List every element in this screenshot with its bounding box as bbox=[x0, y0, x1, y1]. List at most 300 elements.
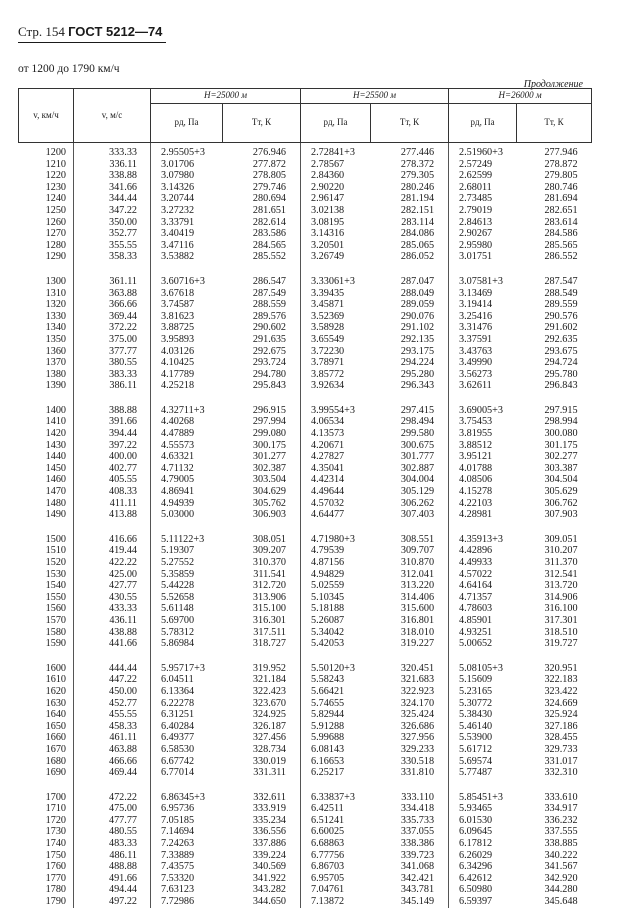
col-header-altitude-2: Н=25500 м bbox=[301, 89, 449, 104]
cell-pressure-h2: 3.20501 bbox=[311, 239, 345, 251]
cell-pressure-h2: 3.52369 bbox=[311, 310, 345, 322]
cell-temp-h2: 326.686 bbox=[371, 721, 449, 733]
cell-temp-h3: 291.602 bbox=[544, 322, 578, 334]
cell-speed-ms: 475.00 bbox=[74, 803, 151, 815]
cell-speed-kmh: 1490 bbox=[19, 509, 74, 521]
spacer-cell bbox=[371, 521, 449, 534]
cell-temp-h1: 302.387 bbox=[223, 463, 301, 475]
cell-temp-h3: 319.727 bbox=[544, 638, 578, 650]
cell-speed-kmh: 1480 bbox=[19, 498, 74, 510]
cell-pressure-h3: 6.59397 bbox=[459, 896, 493, 908]
spacer-cell bbox=[74, 392, 151, 405]
cell-speed-kmh: 1370 bbox=[19, 357, 74, 369]
cell-temp-h2: 308.551 bbox=[371, 534, 449, 546]
cell-speed-kmh: 1590 bbox=[19, 638, 74, 650]
cell-pressure-h3: 4.57022 bbox=[459, 568, 493, 580]
cell-speed-kmh: 1280 bbox=[19, 240, 74, 252]
cell-temp-h1: 283.586 bbox=[223, 228, 301, 240]
cell-temp-h3: 296.843 bbox=[544, 380, 578, 392]
cell-speed-kmh: 1680 bbox=[19, 756, 74, 768]
cell-temp-h3: 327.186 bbox=[544, 720, 578, 732]
cell-pressure-h1: 4.40268 bbox=[161, 416, 195, 428]
cell-temp-h2: 281.194 bbox=[371, 193, 449, 205]
cell-temp-h1: 285.552 bbox=[223, 251, 301, 263]
cell-temp-h1: 278.805 bbox=[223, 170, 301, 182]
cell-speed-ms: 491.66 bbox=[74, 873, 151, 885]
cell-temp-h3: 311.370 bbox=[544, 557, 578, 568]
cell-pressure-h2: 3.26749 bbox=[311, 251, 345, 263]
cell-pressure-h3: 6.17812 bbox=[459, 838, 493, 850]
cell-temp-h1: 304.629 bbox=[223, 486, 301, 498]
table-row bbox=[19, 861, 592, 873]
table-row bbox=[19, 217, 592, 229]
table-row bbox=[19, 416, 592, 428]
cell-pressure-h1: 6.49377 bbox=[161, 732, 195, 744]
cell-speed-kmh: 1790 bbox=[19, 896, 74, 908]
spacer-cell bbox=[517, 521, 592, 534]
table-row bbox=[19, 569, 592, 581]
cell-pressure-h3: 3.75453 bbox=[459, 416, 493, 428]
cell-pressure-h3: 5.85451+3 bbox=[459, 791, 503, 803]
cell-temp-h2: 338.386 bbox=[371, 838, 449, 850]
cell-speed-ms: 483.33 bbox=[74, 838, 151, 850]
cell-pressure-h1: 4.55573 bbox=[161, 439, 195, 451]
cell-speed-kmh: 1770 bbox=[19, 873, 74, 885]
table-row bbox=[19, 299, 592, 311]
table-row bbox=[19, 311, 592, 323]
cell-temp-h2: 289.059 bbox=[371, 299, 449, 311]
cell-temp-h1: 294.780 bbox=[223, 369, 301, 381]
cell-pressure-h2: 4.71980+3 bbox=[311, 533, 355, 545]
cell-speed-ms: 458.33 bbox=[74, 721, 151, 733]
cell-temp-h1: 343.282 bbox=[223, 884, 301, 896]
cell-pressure-h3: 5.93465 bbox=[459, 803, 493, 815]
cell-speed-ms: 350.00 bbox=[74, 217, 151, 229]
cell-temp-h1: 310.370 bbox=[223, 557, 301, 569]
table-row bbox=[19, 276, 592, 288]
group-spacer bbox=[19, 392, 592, 405]
cell-pressure-h3: 3.49990 bbox=[459, 357, 493, 369]
cell-pressure-h2: 3.33061+3 bbox=[311, 275, 355, 287]
spacer-cell bbox=[151, 521, 223, 534]
cell-pressure-h1: 5.19307 bbox=[161, 545, 195, 557]
cell-temp-h3: 278.872 bbox=[544, 158, 578, 170]
cell-temp-h1: 332.611 bbox=[223, 792, 301, 804]
cell-speed-ms: 419.44 bbox=[74, 545, 151, 557]
cell-speed-kmh: 1690 bbox=[19, 767, 74, 779]
cell-pressure-h2: 3.45871 bbox=[311, 299, 345, 311]
cell-speed-kmh: 1410 bbox=[19, 416, 74, 428]
cell-speed-ms: 433.33 bbox=[74, 603, 151, 615]
cell-temp-h1: 308.051 bbox=[223, 534, 301, 546]
table-row bbox=[19, 205, 592, 217]
cell-speed-kmh: 1580 bbox=[19, 627, 74, 639]
cell-temp-h1: 336.556 bbox=[223, 826, 301, 838]
table-row bbox=[19, 767, 592, 779]
cell-speed-kmh: 1510 bbox=[19, 545, 74, 557]
cell-temp-h3: 322.183 bbox=[544, 674, 578, 686]
spacer-cell bbox=[449, 521, 517, 534]
cell-pressure-h1: 3.33791 bbox=[161, 216, 195, 228]
spacer-cell bbox=[151, 650, 223, 663]
cell-temp-h1: 322.423 bbox=[223, 686, 301, 698]
cell-pressure-h1: 5.11122+3 bbox=[161, 533, 205, 545]
cell-temp-h2: 290.076 bbox=[371, 311, 449, 323]
cell-speed-ms: 497.22 bbox=[74, 896, 151, 908]
group-spacer bbox=[19, 779, 592, 792]
cell-pressure-h1: 4.25218 bbox=[161, 380, 195, 392]
cell-pressure-h3: 2.51960+3 bbox=[459, 147, 503, 158]
cell-speed-kmh: 1500 bbox=[19, 534, 74, 546]
cell-speed-kmh: 1220 bbox=[19, 170, 74, 182]
cell-speed-ms: 436.11 bbox=[74, 615, 151, 627]
spacer-cell bbox=[371, 779, 449, 792]
cell-temp-h3: 336.232 bbox=[544, 814, 578, 826]
cell-pressure-h3: 6.42612 bbox=[459, 872, 493, 884]
cell-speed-kmh: 1450 bbox=[19, 463, 74, 475]
cell-speed-ms: 338.88 bbox=[74, 170, 151, 182]
spacer-cell bbox=[301, 392, 371, 405]
cell-temp-h1: 297.994 bbox=[223, 416, 301, 428]
cell-speed-kmh: 1620 bbox=[19, 686, 74, 698]
table-row bbox=[19, 346, 592, 358]
col-header-pressure: pд, Па bbox=[301, 104, 371, 143]
cell-pressure-h1: 3.47116 bbox=[161, 239, 194, 251]
cell-temp-h2: 284.086 bbox=[371, 228, 449, 240]
cell-temp-h3: 301.175 bbox=[544, 439, 578, 451]
cell-temp-h3: 284.586 bbox=[544, 228, 578, 240]
cell-temp-h1: 311.541 bbox=[223, 569, 301, 581]
cell-temp-h1: 316.301 bbox=[223, 615, 301, 627]
spacer-cell bbox=[19, 263, 74, 276]
spacer-cell bbox=[223, 650, 301, 663]
cell-temp-h1: 313.906 bbox=[223, 592, 301, 604]
cell-pressure-h3: 5.08105+3 bbox=[459, 662, 503, 674]
cell-temp-h1: 293.724 bbox=[223, 357, 301, 369]
cell-temp-h2: 314.406 bbox=[371, 592, 449, 604]
cell-temp-h1: 341.922 bbox=[223, 873, 301, 885]
cell-pressure-h1: 6.31251 bbox=[161, 709, 195, 721]
cell-temp-h2: 330.518 bbox=[371, 756, 449, 768]
cell-speed-kmh: 1760 bbox=[19, 861, 74, 873]
cell-pressure-h1: 6.04511 bbox=[161, 674, 194, 686]
cell-temp-h3: 281.694 bbox=[544, 193, 578, 205]
cell-pressure-h1: 5.52658 bbox=[161, 591, 195, 603]
cell-speed-ms: 447.22 bbox=[74, 674, 151, 686]
cell-pressure-h1: 3.27232 bbox=[161, 204, 195, 216]
cell-temp-h2: 342.421 bbox=[371, 873, 449, 885]
table-row bbox=[19, 744, 592, 756]
cell-pressure-h2: 6.68863 bbox=[311, 838, 345, 850]
cell-pressure-h1: 3.20744 bbox=[161, 193, 195, 205]
cell-speed-kmh: 1240 bbox=[19, 193, 74, 205]
spacer-cell bbox=[371, 650, 449, 663]
cell-pressure-h2: 2.96147 bbox=[311, 193, 345, 205]
cell-pressure-h3: 3.95121 bbox=[459, 451, 493, 463]
spacer-cell bbox=[517, 650, 592, 663]
spacer-cell bbox=[19, 521, 74, 534]
cell-temp-h1: 291.635 bbox=[223, 334, 301, 346]
cell-temp-h2: 318.010 bbox=[371, 627, 449, 639]
cell-pressure-h1: 4.63321 bbox=[161, 451, 195, 463]
group-spacer bbox=[19, 521, 592, 534]
cell-speed-ms: 405.55 bbox=[74, 474, 151, 486]
table-row bbox=[19, 580, 592, 592]
table-row bbox=[19, 509, 592, 521]
cell-temp-h2: 313.220 bbox=[371, 580, 449, 592]
cell-temp-h1: 295.843 bbox=[223, 380, 301, 392]
cell-temp-h2: 292.135 bbox=[371, 334, 449, 346]
table-row bbox=[19, 896, 592, 908]
cell-pressure-h2: 3.92634 bbox=[311, 380, 345, 392]
cell-speed-kmh: 1700 bbox=[19, 792, 74, 804]
cell-speed-kmh: 1670 bbox=[19, 744, 74, 756]
cell-temp-h2: 341.068 bbox=[371, 861, 449, 873]
cell-speed-ms: 408.33 bbox=[74, 486, 151, 498]
cell-speed-ms: 461.11 bbox=[74, 732, 151, 744]
cell-pressure-h2: 4.27827 bbox=[311, 451, 345, 463]
cell-temp-h1: 289.576 bbox=[223, 311, 301, 323]
cell-pressure-h2: 6.60025 bbox=[311, 826, 345, 838]
cell-temp-h3: 345.648 bbox=[544, 896, 578, 908]
cell-temp-h2: 307.403 bbox=[371, 509, 449, 521]
table-row bbox=[19, 334, 592, 346]
cell-pressure-h3: 3.62611 bbox=[459, 380, 492, 392]
cell-pressure-h2: 2.84360 bbox=[311, 170, 345, 182]
cell-temp-h2: 315.600 bbox=[371, 603, 449, 615]
cell-pressure-h1: 6.86345+3 bbox=[161, 791, 205, 803]
cell-pressure-h2: 4.20671 bbox=[311, 439, 345, 451]
spacer-cell bbox=[74, 263, 151, 276]
cell-temp-h2: 298.494 bbox=[371, 416, 449, 428]
table-header bbox=[19, 89, 592, 143]
cell-speed-ms: 450.00 bbox=[74, 686, 151, 698]
cell-pressure-h2: 5.34042 bbox=[311, 626, 345, 638]
cell-pressure-h2: 3.08195 bbox=[311, 216, 345, 228]
cell-temp-h1: 340.569 bbox=[223, 861, 301, 873]
table-row bbox=[19, 709, 592, 721]
cell-speed-kmh: 1570 bbox=[19, 615, 74, 627]
cell-pressure-h3: 5.30772 bbox=[459, 697, 493, 709]
cell-pressure-h1: 6.95736 bbox=[161, 803, 195, 815]
cell-pressure-h1: 3.07980 bbox=[161, 170, 195, 182]
cell-temp-h3: 292.635 bbox=[544, 333, 578, 345]
cell-pressure-h1: 3.01706 bbox=[161, 158, 195, 170]
spacer-cell bbox=[151, 779, 223, 792]
spacer-cell bbox=[19, 650, 74, 663]
cell-pressure-h2: 4.94829 bbox=[311, 568, 345, 580]
table-row bbox=[19, 627, 592, 639]
table-row bbox=[19, 428, 592, 440]
cell-pressure-h3: 3.43763 bbox=[459, 345, 493, 357]
cell-temp-h2: 331.810 bbox=[371, 767, 449, 779]
cell-speed-kmh: 1660 bbox=[19, 732, 74, 744]
spacer-cell bbox=[449, 263, 517, 276]
table-row bbox=[19, 815, 592, 827]
cell-pressure-h3: 4.08506 bbox=[459, 474, 493, 486]
cell-temp-h3: 298.994 bbox=[544, 416, 578, 428]
cell-pressure-h2: 4.13573 bbox=[311, 428, 345, 440]
cell-pressure-h3: 2.62599 bbox=[459, 170, 493, 182]
cell-pressure-h1: 4.32711+3 bbox=[161, 404, 205, 416]
cell-speed-ms: 397.22 bbox=[74, 440, 151, 452]
cell-pressure-h3: 4.22103 bbox=[459, 497, 493, 509]
cell-pressure-h1: 7.53320 bbox=[161, 872, 195, 884]
cell-pressure-h3: 3.31476 bbox=[459, 322, 493, 334]
cell-speed-kmh: 1300 bbox=[19, 276, 74, 288]
cell-speed-kmh: 1200 bbox=[19, 143, 74, 159]
cell-temp-h2: 279.305 bbox=[371, 170, 449, 182]
col-header-altitude-3: Н=26000 м bbox=[449, 89, 592, 104]
cell-temp-h1: 326.187 bbox=[223, 721, 301, 733]
cell-temp-h3: 297.915 bbox=[544, 404, 578, 416]
cell-temp-h3: 305.629 bbox=[544, 486, 578, 498]
cell-pressure-h1: 3.74587 bbox=[161, 299, 195, 311]
cell-temp-h2: 305.129 bbox=[371, 486, 449, 498]
cell-pressure-h1: 7.43575 bbox=[161, 861, 195, 873]
cell-temp-h3: 306.762 bbox=[544, 497, 578, 509]
cell-pressure-h1: 6.67742 bbox=[161, 755, 195, 767]
cell-speed-kmh: 1290 bbox=[19, 251, 74, 263]
cell-pressure-h3: 3.07581+3 bbox=[459, 275, 503, 287]
cell-speed-kmh: 1340 bbox=[19, 322, 74, 334]
cell-speed-kmh: 1250 bbox=[19, 205, 74, 217]
group-spacer bbox=[19, 650, 592, 663]
cell-speed-ms: 366.66 bbox=[74, 299, 151, 311]
cell-speed-ms: 369.44 bbox=[74, 311, 151, 323]
cell-pressure-h2: 5.58243 bbox=[311, 674, 345, 686]
cell-temp-h1: 284.565 bbox=[223, 240, 301, 252]
spacer-cell bbox=[151, 392, 223, 405]
cell-temp-h3: 295.780 bbox=[544, 368, 578, 380]
table-row bbox=[19, 228, 592, 240]
cell-temp-h2: 334.418 bbox=[371, 803, 449, 815]
cell-pressure-h3: 6.50980 bbox=[459, 884, 493, 896]
cell-pressure-h3: 6.09645 bbox=[459, 826, 493, 838]
cell-temp-h3: 328.455 bbox=[544, 732, 578, 744]
cell-temp-h3: 287.547 bbox=[544, 275, 578, 287]
cell-temp-h2: 321.683 bbox=[371, 674, 449, 686]
cell-pressure-h3: 2.84613 bbox=[459, 216, 493, 228]
cell-temp-h3: 293.675 bbox=[544, 345, 578, 357]
cell-pressure-h1: 2.95505+3 bbox=[161, 147, 205, 158]
cell-pressure-h2: 3.58928 bbox=[311, 322, 345, 334]
cell-speed-ms: 352.77 bbox=[74, 228, 151, 240]
cell-temp-h3: 333.610 bbox=[544, 791, 578, 803]
cell-pressure-h2: 3.99554+3 bbox=[311, 404, 355, 416]
cell-temp-h2: 335.733 bbox=[371, 815, 449, 827]
cell-speed-kmh: 1640 bbox=[19, 709, 74, 721]
cell-speed-ms: 427.77 bbox=[74, 580, 151, 592]
cell-temp-h2: 329.233 bbox=[371, 744, 449, 756]
cell-temp-h1: 315.100 bbox=[223, 603, 301, 615]
cell-pressure-h1: 7.14694 bbox=[161, 826, 195, 838]
cell-pressure-h1: 4.17789 bbox=[161, 368, 195, 380]
cell-speed-ms: 477.77 bbox=[74, 815, 151, 827]
cell-pressure-h2: 4.42314 bbox=[311, 474, 345, 486]
table-row bbox=[19, 170, 592, 182]
cell-pressure-h2: 3.78971 bbox=[311, 357, 345, 369]
cell-pressure-h1: 3.60716+3 bbox=[161, 275, 205, 287]
cell-pressure-h3: 4.42896 bbox=[459, 545, 493, 557]
cell-temp-h2: 293.175 bbox=[371, 346, 449, 358]
cell-speed-ms: 422.22 bbox=[74, 557, 151, 569]
cell-speed-ms: 488.88 bbox=[74, 861, 151, 873]
cell-pressure-h1: 4.79005 bbox=[161, 474, 195, 486]
cell-pressure-h2: 6.77756 bbox=[311, 849, 345, 861]
cell-temp-h2: 286.052 bbox=[371, 251, 449, 263]
col-header-temperature: Тт, К bbox=[223, 104, 301, 143]
cell-pressure-h1: 3.95893 bbox=[161, 333, 195, 345]
spacer-cell bbox=[223, 263, 301, 276]
table-row bbox=[19, 615, 592, 627]
cell-pressure-h1: 6.40284 bbox=[161, 720, 195, 732]
table-row bbox=[19, 873, 592, 885]
cell-speed-ms: 400.00 bbox=[74, 451, 151, 463]
cell-temp-h2: 324.170 bbox=[371, 698, 449, 710]
cell-temp-h2: 322.923 bbox=[371, 686, 449, 698]
cell-temp-h2: 302.887 bbox=[371, 463, 449, 475]
cell-speed-kmh: 1560 bbox=[19, 603, 74, 615]
cell-pressure-h2: 5.66421 bbox=[311, 685, 345, 697]
table-row bbox=[19, 603, 592, 615]
cell-pressure-h1: 5.95717+3 bbox=[161, 662, 205, 674]
cell-temp-h3: 290.576 bbox=[544, 310, 578, 322]
cell-temp-h1: 279.746 bbox=[223, 182, 301, 194]
cell-speed-kmh: 1350 bbox=[19, 334, 74, 346]
cell-temp-h1: 296.915 bbox=[223, 405, 301, 417]
cell-pressure-h2: 4.06534 bbox=[311, 416, 345, 428]
spacer-cell bbox=[449, 392, 517, 405]
table-row bbox=[19, 792, 592, 804]
spacer-cell bbox=[223, 521, 301, 534]
cell-speed-ms: 452.77 bbox=[74, 698, 151, 710]
cell-pressure-h1: 5.61148 bbox=[161, 603, 194, 615]
cell-temp-h1: 324.925 bbox=[223, 709, 301, 721]
cell-pressure-h3: 5.15609 bbox=[459, 674, 493, 686]
cell-temp-h1: 303.504 bbox=[223, 474, 301, 486]
cell-temp-h3: 344.280 bbox=[544, 884, 578, 896]
cell-pressure-h2: 4.35041 bbox=[311, 462, 345, 474]
cell-pressure-h1: 7.24263 bbox=[161, 838, 195, 850]
cell-speed-ms: 425.00 bbox=[74, 569, 151, 581]
cell-pressure-h3: 6.34296 bbox=[459, 861, 493, 873]
table-row bbox=[19, 440, 592, 452]
cell-speed-kmh: 1420 bbox=[19, 428, 74, 440]
cell-pressure-h2: 4.79539 bbox=[311, 545, 345, 557]
cell-temp-h2: 327.956 bbox=[371, 732, 449, 744]
cell-temp-h3: 280.746 bbox=[544, 181, 578, 193]
table-row bbox=[19, 732, 592, 744]
cell-temp-h3: 332.310 bbox=[544, 767, 578, 779]
cell-temp-h3: 314.906 bbox=[544, 591, 578, 603]
cell-speed-kmh: 1610 bbox=[19, 674, 74, 686]
cell-temp-h1: 300.175 bbox=[223, 440, 301, 452]
cell-pressure-h2: 6.25217 bbox=[311, 767, 345, 779]
cell-pressure-h3: 3.37591 bbox=[459, 333, 493, 345]
table-row bbox=[19, 193, 592, 205]
cell-pressure-h3: 3.81955 bbox=[459, 428, 493, 440]
cell-temp-h2: 296.343 bbox=[371, 380, 449, 392]
cell-temp-h1: 337.886 bbox=[223, 838, 301, 850]
cell-pressure-h3: 6.01530 bbox=[459, 814, 493, 826]
cell-temp-h1: 319.952 bbox=[223, 663, 301, 675]
cell-speed-kmh: 1460 bbox=[19, 474, 74, 486]
cell-pressure-h2: 3.14316 bbox=[311, 228, 345, 240]
cell-speed-ms: 344.44 bbox=[74, 193, 151, 205]
cell-speed-kmh: 1360 bbox=[19, 346, 74, 358]
cell-pressure-h1: 7.05185 bbox=[161, 814, 195, 826]
